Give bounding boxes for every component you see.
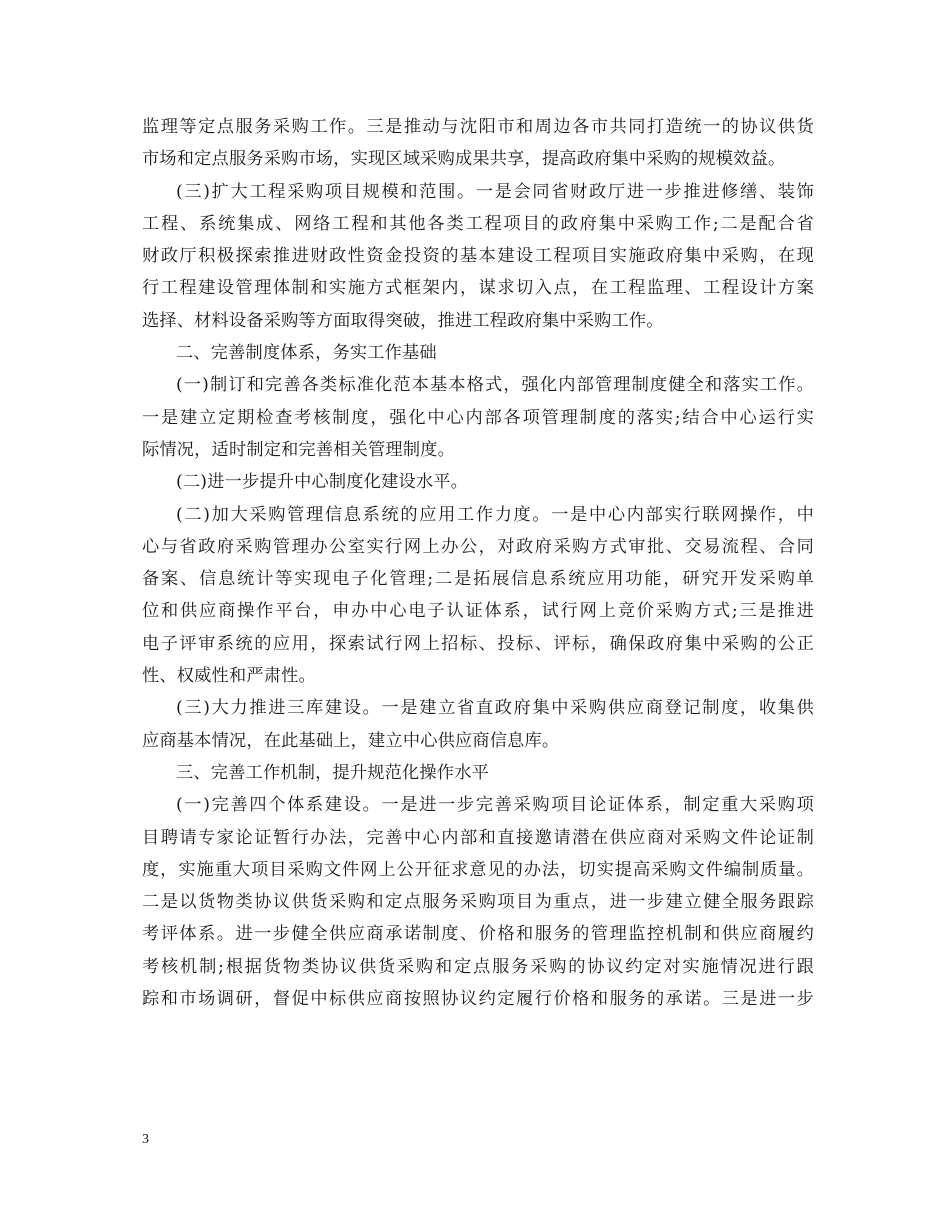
text-line: 性、权威性和严肃性。: [142, 666, 316, 687]
text-line: 监理等定点服务采购工作。三是推动与沈阳市和周边各市共同打造统一的协议供货: [142, 117, 814, 137]
text-line: 行工程建设管理体制和实施方式框架内，谋求切入点，在工程监理、工程设计方案: [142, 278, 814, 299]
text-line: 位和供应商操作平台，申办中心电子认证体系，试行网上竞价采购方式;三是推进: [142, 601, 814, 622]
text-line: (三)扩大工程采购项目规模和范围。一是会同省财政厅进一步推进修缮、装饰: [176, 181, 814, 202]
text-line: (二)进一步提升中心制度化建设水平。: [176, 472, 469, 493]
text-line: 市场和定点服务采购市场，实现区域采购成果共享，提高政府集中采购的规模效益。: [142, 149, 786, 170]
text-line: 财政厅积极探索推进财政性资金投资的基本建设工程项目实施政府集中采购，在现: [142, 246, 814, 267]
text-line: (二)加大采购管理信息系统的应用工作力度。一是中心内部实行联网操作，中: [176, 504, 814, 525]
text-line: 目聘请专家论证暂行办法，完善中心内部和直接邀请潜在供应商对采购文件论证制: [142, 827, 814, 848]
text-line: (一)制订和完善各类标准化范本基本格式，强化内部管理制度健全和落实工作。: [176, 375, 814, 396]
text-line: 二、完善制度体系，务实工作基础: [176, 343, 437, 364]
page-number: 3: [142, 1132, 149, 1147]
text-line: 踪和市场调研，督促中标供应商按照协议约定履行价格和服务的承诺。三是进一步: [142, 989, 814, 1010]
text-line: 考评体系。进一步健全供应商承诺制度、价格和服务的管理监控机制和供应商履约: [142, 924, 814, 945]
text-line: (一)完善四个体系建设。一是进一步完善采购项目论证体系，制定重大采购项: [176, 795, 814, 816]
text-line: 度，实施重大项目采购文件网上公开征求意见的办法，切实提高采购文件编制质量。: [142, 859, 814, 880]
text-line: 考核机制;根据货物类协议供货采购和定点服务采购的协议约定对实施情况进行跟: [142, 956, 814, 977]
text-line: 心与省政府采购管理办公室实行网上办公，对政府采购方式审批、交易流程、合同: [142, 536, 814, 557]
text-line: 三、完善工作机制，提升规范化操作水平: [176, 762, 489, 783]
text-line: 二是以货物类协议供货采购和定点服务采购项目为重点，进一步建立健全服务跟踪: [142, 892, 814, 913]
text-line: 际情况，适时制定和完善相关管理制度。: [142, 439, 455, 460]
text-line: 应商基本情况，在此基础上，建立中心供应商信息库。: [142, 730, 560, 751]
text-line: 备案、信息统计等实现电子化管理;二是拓展信息系统应用功能，研究开发采购单: [142, 569, 814, 590]
document-body: [142, 111, 814, 1015]
text-line: 一是建立定期检查考核制度，强化中心内部各项管理制度的落实;结合中心运行实: [142, 407, 814, 428]
text-line: (三)大力推进三库建设。一是建立省直政府集中采购供应商登记制度，收集供: [176, 698, 814, 719]
text-line: 电子评审系统的应用，探索试行网上招标、投标、评标，确保政府集中采购的公正: [142, 633, 814, 654]
text-line: 工程、系统集成、网络工程和其他各类工程项目的政府集中采购工作;二是配合省: [142, 213, 814, 234]
text-line: 选择、材料设备采购等方面取得突破，推进工程政府集中采购工作。: [142, 310, 664, 331]
